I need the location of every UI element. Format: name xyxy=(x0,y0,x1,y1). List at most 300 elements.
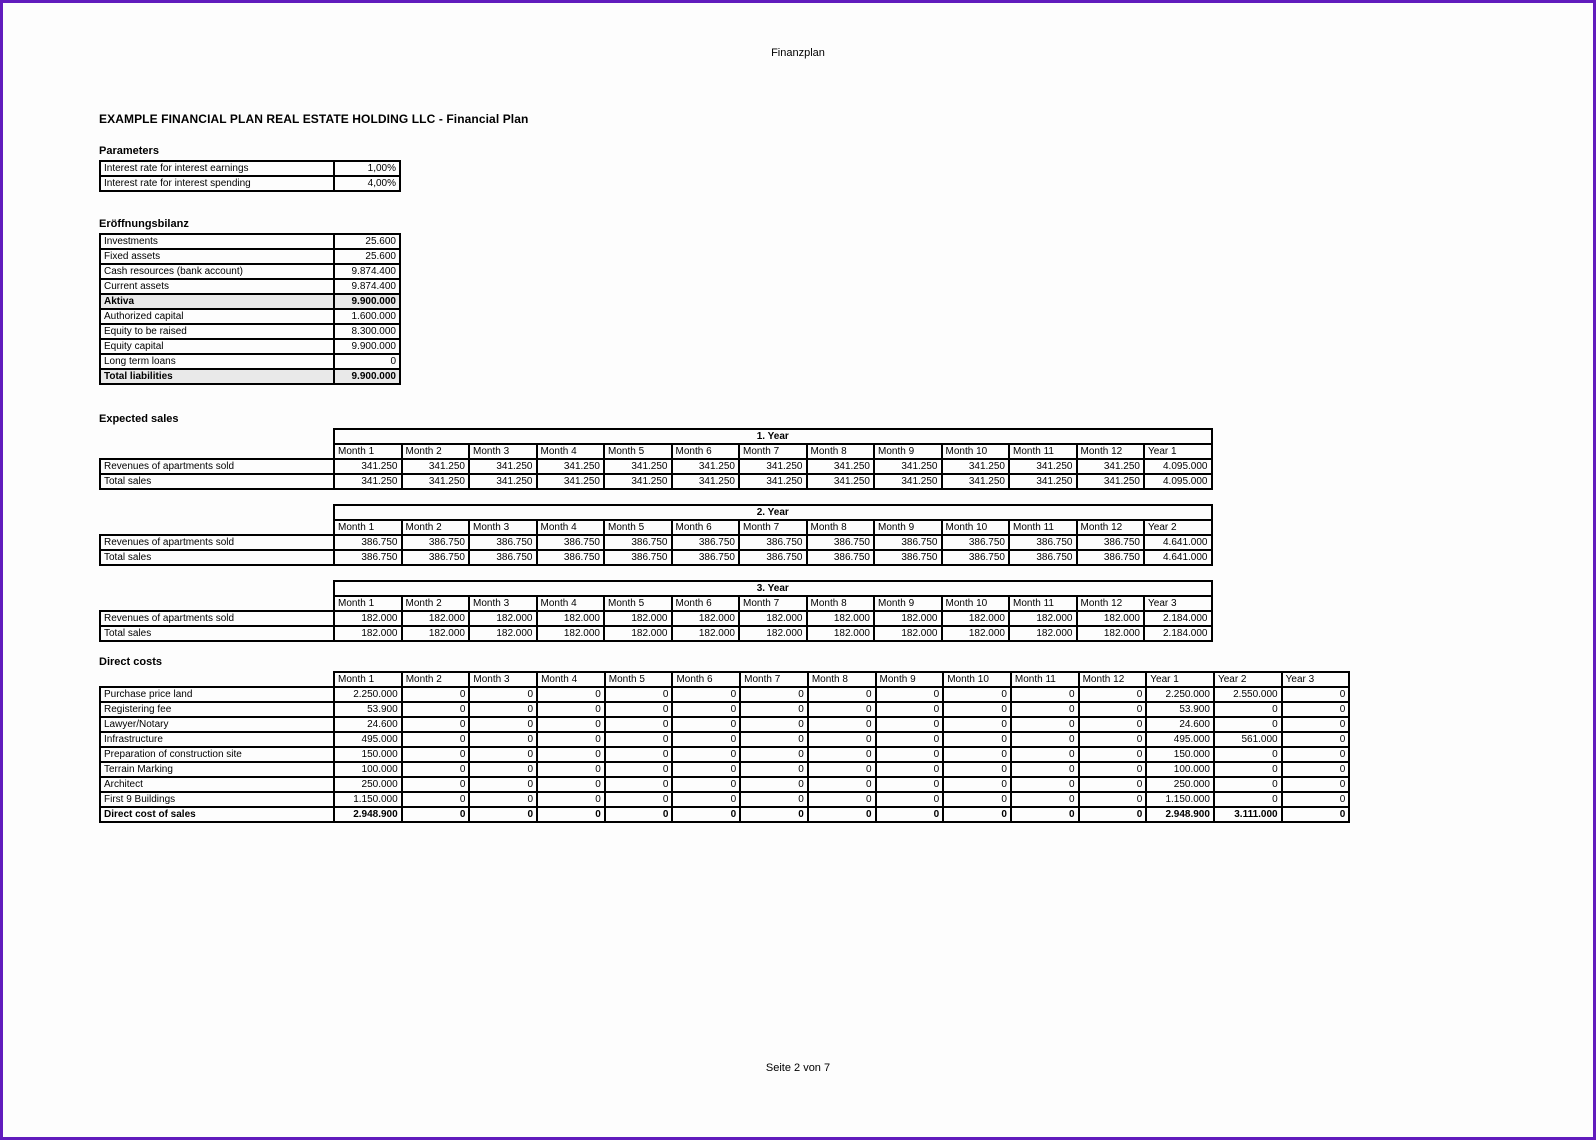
cell-value: 386.750 xyxy=(469,550,537,565)
year-header: 2. Year xyxy=(334,505,1212,520)
cell-value: 0 xyxy=(672,732,740,747)
row-label: Revenues of apartments sold xyxy=(100,459,334,474)
cell-value: 0 xyxy=(1214,702,1282,717)
cell-value: 0 xyxy=(605,792,673,807)
row-label: Infrastructure xyxy=(100,732,334,747)
page-footer: Seite 2 von 7 xyxy=(765,1062,831,1074)
column-header: Month 2 xyxy=(402,520,470,535)
column-header: Month 7 xyxy=(739,596,807,611)
cell-value: 341.250 xyxy=(334,459,402,474)
column-header: Month 12 xyxy=(1077,520,1145,535)
cell-value: 24.600 xyxy=(334,717,402,732)
cell-value: 341.250 xyxy=(1077,474,1145,489)
cell-value: 182.000 xyxy=(469,611,537,626)
cell-value: 386.750 xyxy=(942,550,1010,565)
cell-value: 0 xyxy=(1011,807,1079,822)
cell-value: 0 xyxy=(537,747,605,762)
cell-value: 2.948.900 xyxy=(1146,807,1214,822)
table-row xyxy=(100,762,1349,777)
cell-value: 2.184.000 xyxy=(1144,626,1212,641)
column-header: Month 3 xyxy=(469,672,537,687)
column-header: Year 1 xyxy=(1146,672,1214,687)
cell-value: 0 xyxy=(469,762,537,777)
cell-value: 341.250 xyxy=(942,459,1010,474)
row-label: Equity capital xyxy=(100,339,334,354)
row-value: 9.900.000 xyxy=(334,339,400,354)
year-header-row xyxy=(100,581,1212,596)
column-header-row xyxy=(100,520,1212,535)
cell-value: 0 xyxy=(1282,792,1350,807)
cell-value: 341.250 xyxy=(604,459,672,474)
cell-value: 0 xyxy=(537,792,605,807)
cell-value: 0 xyxy=(1282,732,1350,747)
column-header: Month 2 xyxy=(402,596,470,611)
cell-value: 341.250 xyxy=(807,474,875,489)
spacer-cell xyxy=(100,596,334,611)
cell-value: 0 xyxy=(943,732,1011,747)
cell-value: 341.250 xyxy=(874,459,942,474)
row-value: 1.600.000 xyxy=(334,309,400,324)
column-header: Month 6 xyxy=(672,596,740,611)
table-row xyxy=(100,807,1349,822)
cell-value: 386.750 xyxy=(672,535,740,550)
cell-value: 341.250 xyxy=(874,474,942,489)
cell-value: 0 xyxy=(740,792,808,807)
cell-value: 0 xyxy=(808,807,876,822)
cell-value: 0 xyxy=(876,807,944,822)
cell-value: 182.000 xyxy=(334,611,402,626)
column-header: Month 6 xyxy=(672,444,740,459)
cell-value: 182.000 xyxy=(739,611,807,626)
table-row xyxy=(100,161,400,176)
column-header: Year 2 xyxy=(1214,672,1282,687)
cell-value: 182.000 xyxy=(739,626,807,641)
column-header: Month 1 xyxy=(334,672,402,687)
cell-value: 0 xyxy=(672,687,740,702)
cell-value: 0 xyxy=(605,732,673,747)
cell-value: 386.750 xyxy=(739,550,807,565)
cell-value: 2.250.000 xyxy=(1146,687,1214,702)
cell-value: 0 xyxy=(1214,762,1282,777)
column-header: Month 12 xyxy=(1077,596,1145,611)
cell-value: 0 xyxy=(943,777,1011,792)
cell-value: 0 xyxy=(808,762,876,777)
row-value: 9.874.400 xyxy=(334,264,400,279)
cell-value: 4.641.000 xyxy=(1144,550,1212,565)
column-header: Month 8 xyxy=(807,520,875,535)
column-header: Month 9 xyxy=(874,444,942,459)
table-row xyxy=(100,777,1349,792)
column-header: Month 3 xyxy=(469,520,537,535)
cell-value: 0 xyxy=(1282,777,1350,792)
cell-value: 561.000 xyxy=(1214,732,1282,747)
cell-value: 182.000 xyxy=(469,626,537,641)
cell-value: 0 xyxy=(943,747,1011,762)
column-header: Month 6 xyxy=(672,672,740,687)
cell-value: 0 xyxy=(1214,717,1282,732)
table-row xyxy=(100,309,400,324)
cell-value: 341.250 xyxy=(1009,474,1077,489)
expected-sales-table-year-3 xyxy=(99,580,1213,642)
cell-value: 0 xyxy=(605,687,673,702)
cell-value: 0 xyxy=(1079,687,1147,702)
cell-value: 0 xyxy=(672,747,740,762)
table-row xyxy=(100,626,1212,641)
column-header: Month 5 xyxy=(604,520,672,535)
cell-value: 250.000 xyxy=(1146,777,1214,792)
cell-value: 0 xyxy=(1011,717,1079,732)
cell-value: 0 xyxy=(808,732,876,747)
cell-value: 150.000 xyxy=(334,747,402,762)
year-header-row xyxy=(100,505,1212,520)
parameters-heading: Parameters xyxy=(99,145,159,157)
cell-value: 0 xyxy=(1011,747,1079,762)
cell-value: 341.250 xyxy=(469,459,537,474)
column-header: Month 8 xyxy=(808,672,876,687)
cell-value: 0 xyxy=(469,792,537,807)
opening-balance-heading: Eröffnungsbilanz xyxy=(99,218,189,230)
page-header: Finanzplan xyxy=(771,47,825,59)
cell-value: 0 xyxy=(740,777,808,792)
cell-value: 0 xyxy=(876,747,944,762)
cell-value: 0 xyxy=(1282,687,1350,702)
expected-sales-heading: Expected sales xyxy=(99,413,179,425)
column-header: Month 9 xyxy=(874,520,942,535)
table-row xyxy=(100,792,1349,807)
cell-value: 0 xyxy=(537,702,605,717)
column-header: Month 1 xyxy=(334,596,402,611)
cell-value: 341.250 xyxy=(739,459,807,474)
row-value: 9.900.000 xyxy=(334,369,400,384)
cell-value: 0 xyxy=(402,732,470,747)
cell-value: 182.000 xyxy=(807,611,875,626)
row-label: First 9 Buildings xyxy=(100,792,334,807)
table-row xyxy=(100,264,400,279)
cell-value: 0 xyxy=(672,702,740,717)
column-header-row xyxy=(100,444,1212,459)
cell-value: 0 xyxy=(1214,747,1282,762)
cell-value: 0 xyxy=(402,747,470,762)
cell-value: 182.000 xyxy=(537,611,605,626)
table-row xyxy=(100,732,1349,747)
table-row xyxy=(100,747,1349,762)
cell-value: 0 xyxy=(808,777,876,792)
cell-value: 182.000 xyxy=(1077,611,1145,626)
column-header: Year 3 xyxy=(1144,596,1212,611)
cell-value: 0 xyxy=(1282,807,1350,822)
column-header: Month 11 xyxy=(1011,672,1079,687)
cell-value: 386.750 xyxy=(942,535,1010,550)
cell-value: 341.250 xyxy=(672,459,740,474)
document-title: EXAMPLE FINANCIAL PLAN REAL ESTATE HOLDING LLC - Financial Plan xyxy=(99,112,529,126)
cell-value: 0 xyxy=(740,747,808,762)
cell-value: 2.250.000 xyxy=(334,687,402,702)
column-header: Month 1 xyxy=(334,520,402,535)
cell-value: 0 xyxy=(469,777,537,792)
cell-value: 0 xyxy=(943,702,1011,717)
row-label: Interest rate for interest spending xyxy=(100,176,334,191)
cell-value: 0 xyxy=(808,687,876,702)
cell-value: 386.750 xyxy=(469,535,537,550)
cell-value: 1.150.000 xyxy=(334,792,402,807)
cell-value: 100.000 xyxy=(1146,762,1214,777)
column-header-row xyxy=(100,596,1212,611)
cell-value: 341.250 xyxy=(537,459,605,474)
cell-value: 0 xyxy=(740,762,808,777)
spacer-cell xyxy=(100,672,334,687)
cell-value: 0 xyxy=(605,807,673,822)
cell-value: 341.250 xyxy=(807,459,875,474)
cell-value: 341.250 xyxy=(1009,459,1077,474)
column-header: Month 7 xyxy=(739,444,807,459)
cell-value: 341.250 xyxy=(402,474,470,489)
cell-value: 0 xyxy=(808,792,876,807)
cell-value: 0 xyxy=(402,777,470,792)
column-header: Month 4 xyxy=(537,596,605,611)
row-value: 9.874.400 xyxy=(334,279,400,294)
row-value: 1,00% xyxy=(334,161,400,176)
cell-value: 0 xyxy=(537,717,605,732)
cell-value: 386.750 xyxy=(807,550,875,565)
cell-value: 341.250 xyxy=(604,474,672,489)
cell-value: 0 xyxy=(943,687,1011,702)
cell-value: 0 xyxy=(943,717,1011,732)
cell-value: 0 xyxy=(1214,792,1282,807)
cell-value: 341.250 xyxy=(1077,459,1145,474)
cell-value: 0 xyxy=(537,777,605,792)
cell-value: 0 xyxy=(1079,807,1147,822)
row-label: Equity to be raised xyxy=(100,324,334,339)
row-value: 25.600 xyxy=(334,234,400,249)
column-header: Year 3 xyxy=(1282,672,1350,687)
cell-value: 386.750 xyxy=(1077,535,1145,550)
cell-value: 100.000 xyxy=(334,762,402,777)
cell-value: 3.111.000 xyxy=(1214,807,1282,822)
row-value: 8.300.000 xyxy=(334,324,400,339)
cell-value: 182.000 xyxy=(672,626,740,641)
cell-value: 53.900 xyxy=(334,702,402,717)
cell-value: 182.000 xyxy=(334,626,402,641)
cell-value: 0 xyxy=(672,717,740,732)
cell-value: 0 xyxy=(1011,687,1079,702)
cell-value: 341.250 xyxy=(672,474,740,489)
row-label: Lawyer/Notary xyxy=(100,717,334,732)
column-header: Month 9 xyxy=(876,672,944,687)
table-row xyxy=(100,474,1212,489)
cell-value: 0 xyxy=(1079,732,1147,747)
cell-value: 0 xyxy=(876,762,944,777)
cell-value: 386.750 xyxy=(1009,550,1077,565)
cell-value: 386.750 xyxy=(402,535,470,550)
cell-value: 386.750 xyxy=(334,550,402,565)
table-row xyxy=(100,369,400,384)
cell-value: 0 xyxy=(1282,717,1350,732)
cell-value: 0 xyxy=(469,732,537,747)
cell-value: 0 xyxy=(740,687,808,702)
cell-value: 1.150.000 xyxy=(1146,792,1214,807)
row-label: Preparation of construction site xyxy=(100,747,334,762)
cell-value: 386.750 xyxy=(334,535,402,550)
cell-value: 0 xyxy=(605,717,673,732)
cell-value: 0 xyxy=(1282,747,1350,762)
spacer-cell xyxy=(100,581,334,596)
cell-value: 182.000 xyxy=(807,626,875,641)
cell-value: 0 xyxy=(469,687,537,702)
table-row xyxy=(100,324,400,339)
column-header: Month 5 xyxy=(605,672,673,687)
cell-value: 0 xyxy=(672,777,740,792)
cell-value: 0 xyxy=(537,762,605,777)
cell-value: 386.750 xyxy=(874,550,942,565)
column-header: Month 10 xyxy=(943,672,1011,687)
row-label: Direct cost of sales xyxy=(100,807,334,822)
cell-value: 0 xyxy=(876,732,944,747)
cell-value: 0 xyxy=(1011,777,1079,792)
cell-value: 341.250 xyxy=(469,474,537,489)
cell-value: 0 xyxy=(1282,762,1350,777)
cell-value: 0 xyxy=(1011,792,1079,807)
column-header: Month 11 xyxy=(1009,444,1077,459)
cell-value: 0 xyxy=(1079,792,1147,807)
year-header-row xyxy=(100,429,1212,444)
cell-value: 182.000 xyxy=(1077,626,1145,641)
cell-value: 0 xyxy=(605,702,673,717)
cell-value: 0 xyxy=(469,702,537,717)
cell-value: 386.750 xyxy=(1077,550,1145,565)
cell-value: 341.250 xyxy=(739,474,807,489)
column-header: Month 8 xyxy=(807,444,875,459)
cell-value: 24.600 xyxy=(1146,717,1214,732)
table-row xyxy=(100,234,400,249)
table-row xyxy=(100,176,400,191)
column-header: Year 2 xyxy=(1144,520,1212,535)
cell-value: 341.250 xyxy=(537,474,605,489)
cell-value: 182.000 xyxy=(402,611,470,626)
cell-value: 0 xyxy=(402,702,470,717)
cell-value: 250.000 xyxy=(334,777,402,792)
column-header: Month 3 xyxy=(469,444,537,459)
direct-costs-table xyxy=(99,671,1350,823)
cell-value: 0 xyxy=(740,717,808,732)
cell-value: 182.000 xyxy=(942,611,1010,626)
row-label: Long term loans xyxy=(100,354,334,369)
expected-sales-table-year-2 xyxy=(99,504,1213,566)
table-row xyxy=(100,550,1212,565)
column-header: Month 2 xyxy=(402,444,470,459)
column-header: Month 12 xyxy=(1077,444,1145,459)
cell-value: 0 xyxy=(672,762,740,777)
cell-value: 0 xyxy=(402,762,470,777)
column-header: Month 4 xyxy=(537,672,605,687)
column-header: Month 6 xyxy=(672,520,740,535)
table-row xyxy=(100,687,1349,702)
row-label: Investments xyxy=(100,234,334,249)
cell-value: 386.750 xyxy=(807,535,875,550)
spacer-cell xyxy=(100,520,334,535)
cell-value: 0 xyxy=(402,807,470,822)
cell-value: 4.095.000 xyxy=(1144,474,1212,489)
direct-costs-heading: Direct costs xyxy=(99,656,162,668)
cell-value: 0 xyxy=(605,762,673,777)
parameters-table xyxy=(99,160,401,192)
cell-value: 0 xyxy=(808,717,876,732)
row-label: Registering fee xyxy=(100,702,334,717)
table-row xyxy=(100,717,1349,732)
cell-value: 0 xyxy=(1079,747,1147,762)
cell-value: 0 xyxy=(876,777,944,792)
row-label: Revenues of apartments sold xyxy=(100,611,334,626)
cell-value: 0 xyxy=(876,702,944,717)
cell-value: 0 xyxy=(808,747,876,762)
column-header: Month 11 xyxy=(1009,596,1077,611)
cell-value: 182.000 xyxy=(604,626,672,641)
cell-value: 0 xyxy=(876,792,944,807)
spacer-cell xyxy=(100,444,334,459)
cell-value: 495.000 xyxy=(1146,732,1214,747)
cell-value: 0 xyxy=(537,807,605,822)
year-header: 1. Year xyxy=(334,429,1212,444)
row-label: Total sales xyxy=(100,550,334,565)
cell-value: 182.000 xyxy=(402,626,470,641)
row-label: Total liabilities xyxy=(100,369,334,384)
cell-value: 386.750 xyxy=(537,535,605,550)
table-row xyxy=(100,535,1212,550)
cell-value: 0 xyxy=(537,732,605,747)
row-label: Cash resources (bank account) xyxy=(100,264,334,279)
cell-value: 0 xyxy=(943,762,1011,777)
cell-value: 0 xyxy=(808,702,876,717)
cell-value: 0 xyxy=(740,732,808,747)
cell-value: 0 xyxy=(605,747,673,762)
table-row xyxy=(100,354,400,369)
column-header: Month 4 xyxy=(537,520,605,535)
cell-value: 0 xyxy=(740,807,808,822)
cell-value: 341.250 xyxy=(334,474,402,489)
cell-value: 182.000 xyxy=(1009,611,1077,626)
table-row xyxy=(100,294,400,309)
column-header-row xyxy=(100,672,1349,687)
cell-value: 53.900 xyxy=(1146,702,1214,717)
column-header: Month 11 xyxy=(1009,520,1077,535)
row-label: Interest rate for interest earnings xyxy=(100,161,334,176)
column-header: Month 8 xyxy=(807,596,875,611)
cell-value: 2.550.000 xyxy=(1214,687,1282,702)
column-header: Month 7 xyxy=(739,520,807,535)
cell-value: 4.095.000 xyxy=(1144,459,1212,474)
spacer-cell xyxy=(100,429,334,444)
cell-value: 0 xyxy=(1079,702,1147,717)
column-header: Year 1 xyxy=(1144,444,1212,459)
year-header: 3. Year xyxy=(334,581,1212,596)
column-header: Month 3 xyxy=(469,596,537,611)
cell-value: 0 xyxy=(672,807,740,822)
cell-value: 386.750 xyxy=(672,550,740,565)
expected-sales-table-year-1 xyxy=(99,428,1213,490)
cell-value: 341.250 xyxy=(942,474,1010,489)
cell-value: 0 xyxy=(1079,762,1147,777)
cell-value: 386.750 xyxy=(1009,535,1077,550)
cell-value: 0 xyxy=(740,702,808,717)
cell-value: 0 xyxy=(943,807,1011,822)
column-header: Month 12 xyxy=(1079,672,1147,687)
cell-value: 0 xyxy=(876,717,944,732)
row-label: Fixed assets xyxy=(100,249,334,264)
cell-value: 0 xyxy=(1282,702,1350,717)
row-label: Architect xyxy=(100,777,334,792)
cell-value: 0 xyxy=(402,687,470,702)
cell-value: 0 xyxy=(1011,762,1079,777)
row-label: Authorized capital xyxy=(100,309,334,324)
